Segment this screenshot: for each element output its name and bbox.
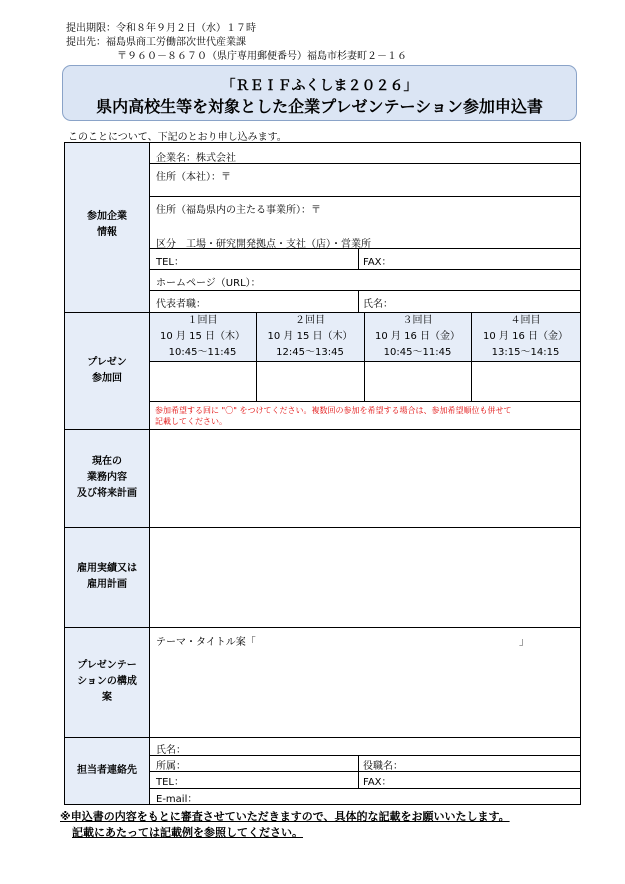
label-line: 案 [102,692,112,703]
note-line: 記載してください。 [155,417,227,426]
contact-name-field[interactable]: 氏名： [156,745,186,756]
main-office-address-field[interactable]: 住所（福島県内の主たる事業所）：〒 [156,205,321,216]
footer-note-2 [72,824,303,840]
label-line: 情報 [97,227,117,238]
divider [149,196,580,197]
session-round: ２回目 [295,315,325,326]
note-line: 参加希望する回に "〇" をつけてください。複数回の参加を希望する場合は、参加希望順位も併せて [155,406,512,415]
label-line: 雇用実績又は [77,563,137,574]
session-2 [256,313,364,361]
rep-title-field[interactable]: 代表者職： [156,299,206,310]
contact-tel-field[interactable]: TEL： [156,777,184,788]
session-3-choice[interactable] [364,361,471,401]
company-section-label [65,209,149,241]
session-4-choice[interactable] [471,361,580,401]
form-title: 県内高校生等を対象とした企業プレゼンテーション参加申込書 [96,97,543,116]
divider [65,737,580,738]
theme-title-label: テーマ・タイトル案「 [156,637,256,648]
divider [65,627,580,628]
session-round: ４回目 [510,315,541,326]
label-line: 業務内容 [87,472,127,483]
divider [358,290,359,312]
application-form [64,142,581,805]
company-name-field[interactable]: 企業名：株式会社 [156,153,236,164]
contact-section-label [65,763,149,779]
session-date: 10 月 16 日（金） [375,331,460,342]
session-round: １回目 [187,315,218,326]
category-field[interactable]: 区分 工場・研究開発拠点・支社（店）・営業所 [156,239,371,250]
rep-name-field[interactable]: 氏名： [363,299,393,310]
label-line: 及び将来計画 [77,488,137,499]
submission-deadline: 提出期限：令和８年９月２日（水）１７時 [66,23,256,34]
fax-field[interactable]: FAX： [363,257,392,268]
composition-text-area[interactable] [149,647,580,737]
divider [358,248,359,269]
hq-address-field[interactable]: 住所（本社）：〒 [156,172,231,183]
employment-section-label [65,561,149,593]
homepage-field[interactable]: ホームページ（URL）： [156,278,261,289]
business-section-label [65,454,149,502]
session-4 [471,313,580,361]
submission-address: 〒９６０－８６７０（県庁専用郵便番号）福島市杉妻町２－１６ [117,51,407,62]
session-round: ３回目 [402,315,433,326]
divider [149,755,580,756]
session-1-choice[interactable] [149,361,256,401]
label-line: 参加回 [92,373,122,384]
title-box [62,65,577,121]
submission-destination: 提出先：福島県商工労働部次世代産業課 [66,37,246,48]
label-line: プレゼンテー [77,660,137,671]
divider [149,290,580,291]
footer-line-1: ※申込書の内容をもとに審査させていただきますので、具体的な記載をお願いいたします。 [60,810,510,823]
session-time: 13:15～14:15 [491,347,560,358]
composition-section-label [65,658,149,706]
presentation-section-label [65,355,149,387]
contact-fax-field[interactable]: FAX： [363,777,392,788]
footer-line-2: 記載にあたっては記載例を参照してください。 [72,826,303,839]
footer-note-1 [60,808,510,824]
business-text-area[interactable] [149,429,580,527]
label-line: 雇用計画 [87,579,127,590]
theme-title-close: 」 [519,637,529,648]
session-date: 10 月 16 日（金） [483,331,568,342]
session-1 [149,313,256,361]
label-line: プレゼン [87,357,127,368]
session-time: 12:45～13:45 [276,347,344,358]
session-time: 10:45～11:45 [168,347,237,358]
session-date: 10 月 15 日（木） [160,331,245,342]
label-line: 参加企業 [87,211,127,222]
divider [358,755,359,788]
event-title: 「ＲＥＩＦふくしま２０２６」 [221,78,418,94]
contact-dept-field[interactable]: 所属： [156,761,186,772]
divider [149,401,580,402]
contact-position-field[interactable]: 役職名： [363,761,403,772]
session-note [155,405,577,427]
session-3 [364,313,471,361]
session-date: 10 月 15 日（木） [267,331,353,342]
intro-text: このことについて、下記のとおり申し込みます。 [68,132,287,143]
session-2-choice[interactable] [256,361,364,401]
label-line: ションの構成 [77,676,137,687]
divider [149,269,580,270]
employment-text-area[interactable] [149,527,580,627]
session-time: 10:45～11:45 [383,347,452,358]
divider [149,788,580,789]
tel-field[interactable]: TEL： [156,257,184,268]
label-line: 現在の [92,456,122,467]
contact-email-field[interactable]: E-mail： [156,794,198,805]
label-line: 担当者連絡先 [77,765,137,776]
